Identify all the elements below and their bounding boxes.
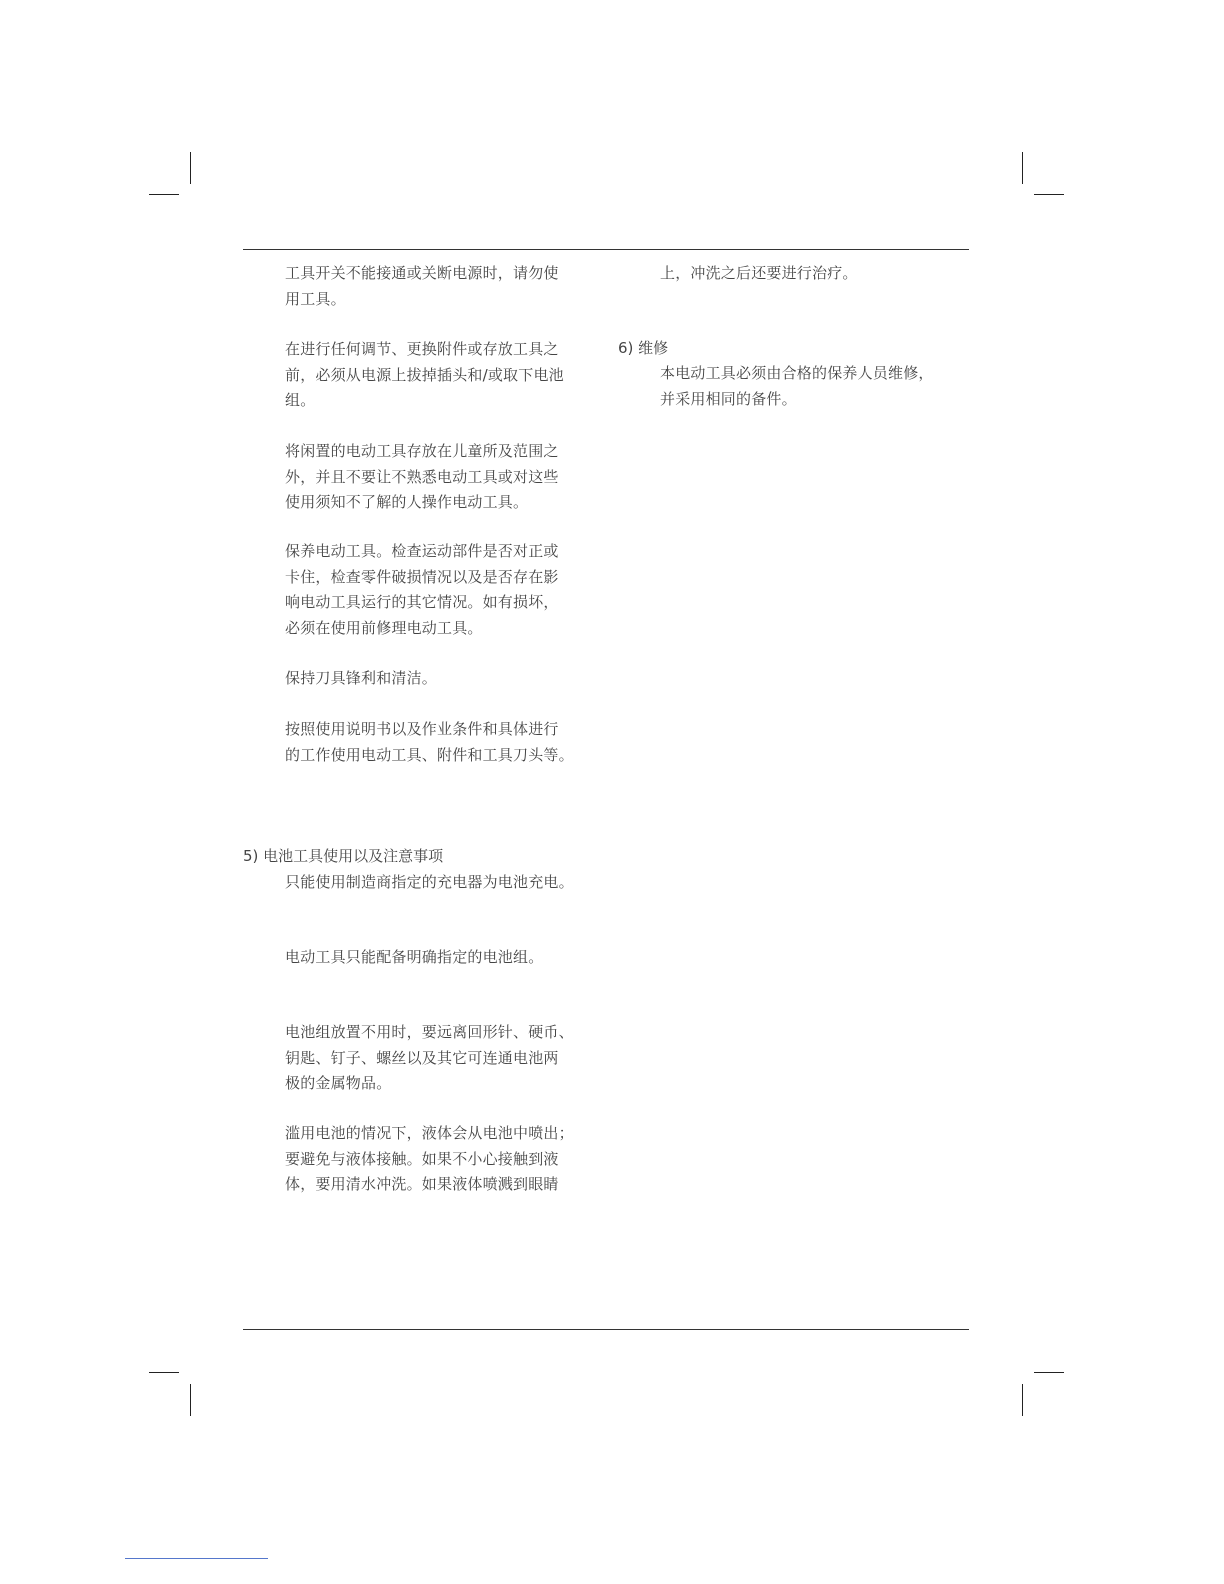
crop-mark-top-left-horizontal <box>149 194 179 195</box>
crop-mark-bottom-right-vertical <box>1022 1384 1023 1416</box>
crop-mark-top-right-horizontal <box>1034 194 1064 195</box>
section-5-paragraph-4: 滥用电池的情况下，液体会从电池中喷出； 要避免与液体接触。如果不小心接触到液 体，要用清水冲洗。如果液体喷溅到眼睛 <box>285 1124 574 1193</box>
left-paragraph-4: 保养电动工具。检查运动部件是否对正或 卡住，检查零件破损情况以及是否存在影 响电动工具运行的其它情况。如有损坏， 必须在使用前修理电动工具。 <box>285 542 559 637</box>
section-5-paragraph-1: 只能使用制造商指定的充电器为电池充电。 <box>285 873 574 891</box>
section-6-paragraph: 本电动工具必须由合格的保养人员维修， 并采用相同的备件。 <box>660 364 934 408</box>
section-5-heading: 5) 电池工具使用以及注意事项 <box>243 847 444 865</box>
section-5-paragraph-3: 电池组放置不用时，要远离回形针、硬币、 钥匙、钉子、螺丝以及其它可连通电池两 极的金属物品。 <box>285 1023 574 1092</box>
crop-mark-top-left-vertical <box>190 152 191 184</box>
left-paragraph-5: 保持刀具锋利和清洁。 <box>285 669 438 687</box>
section-6-heading: 6) 维修 <box>618 339 669 357</box>
left-paragraph-2: 在进行任何调节、更换附件或存放工具之 前，必须从电源上拔掉插头和/或取下电池 组。 <box>285 340 564 409</box>
footer-rule <box>243 1329 969 1330</box>
crop-mark-bottom-right-horizontal <box>1034 1372 1064 1373</box>
section-5-paragraph-2: 电动工具只能配备明确指定的电池组。 <box>285 948 544 966</box>
left-paragraph-3: 将闲置的电动工具存放在儿童所及范围之 外，并且不要让不熟悉电动工具或对这些 使用须知不了解的人操作电动工具。 <box>285 442 559 511</box>
crop-mark-bottom-left-vertical <box>190 1384 191 1416</box>
header-rule <box>243 249 969 250</box>
left-paragraph-1: 工具开关不能接通或关断电源时，请勿使 用工具。 <box>285 264 559 308</box>
left-paragraph-6: 按照使用说明书以及作业条件和具体进行 的工作使用电动工具、附件和工具刀头等。 <box>285 720 574 764</box>
crop-mark-top-right-vertical <box>1022 152 1023 184</box>
crop-mark-bottom-left-horizontal <box>149 1372 179 1373</box>
footer-link-underline <box>125 1558 268 1559</box>
right-continuation-text: 上，冲洗之后还要进行治疗。 <box>660 264 858 282</box>
